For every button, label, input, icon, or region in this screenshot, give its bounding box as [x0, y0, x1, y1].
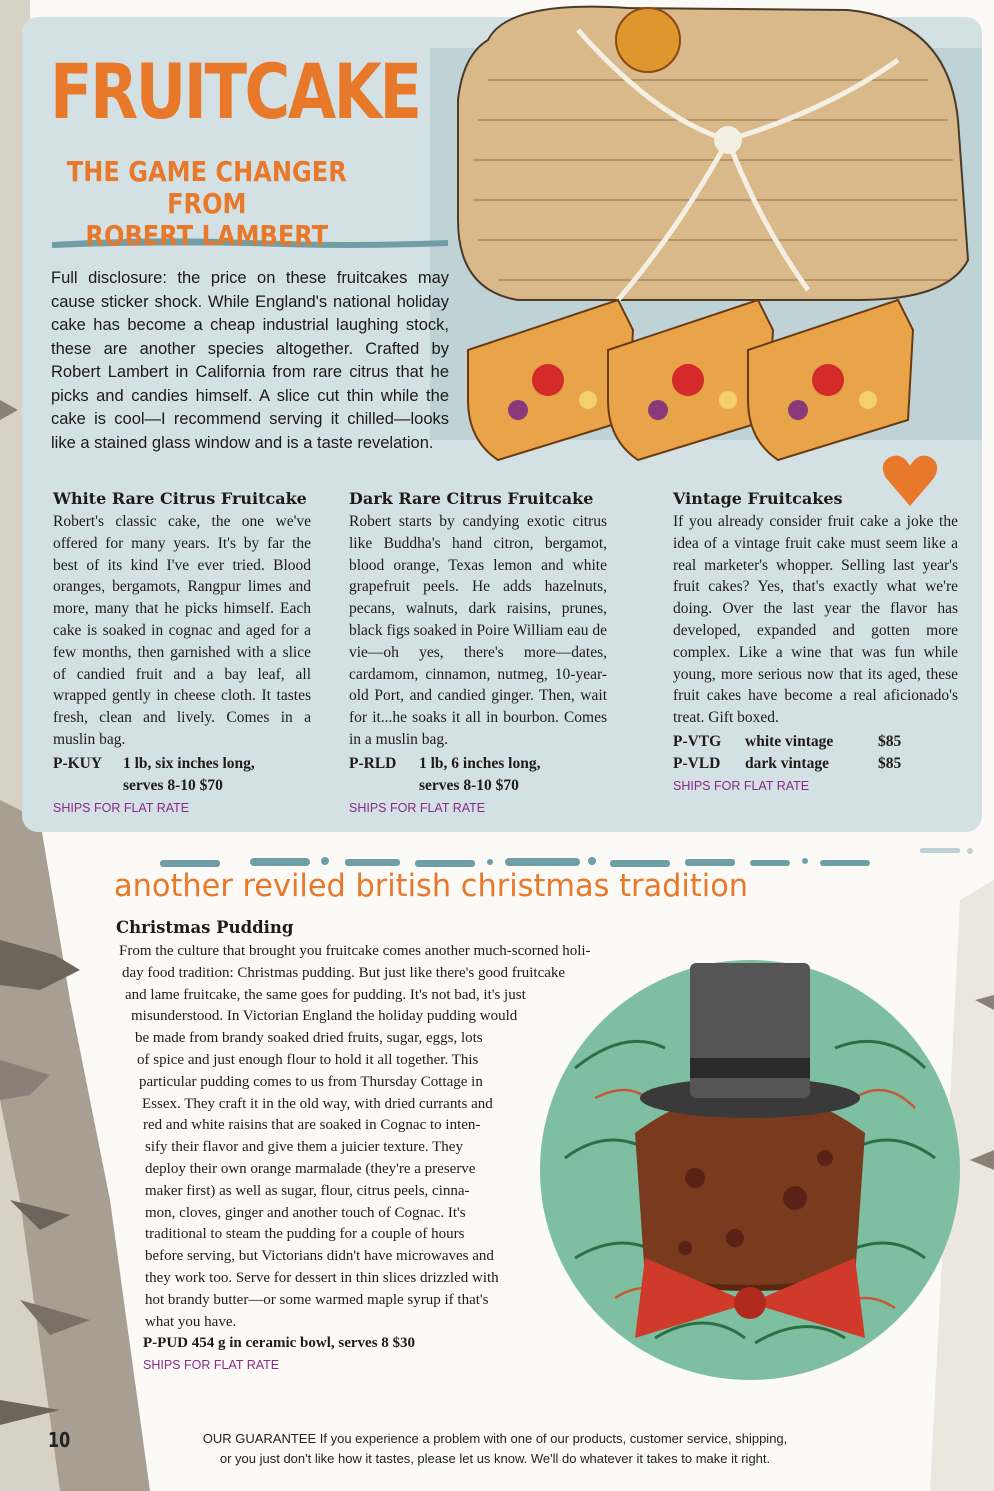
page-subtitle [52, 156, 362, 252]
product-dark-fruitcake [349, 489, 607, 815]
variant-price: $85 [878, 732, 902, 750]
product-sku: P-KUY [53, 754, 103, 772]
product-detail: 1 lb, 6 inches long, [419, 754, 541, 772]
guarantee-line-2: or you just don't like how it tastes, please let us know. We'll do whatever it takes to make it right. [219, 1451, 771, 1466]
page-title: FRUITCAKE [50, 47, 420, 136]
intro-paragraph: Full disclosure: the price on these fruitcakes may cause sticker shock. While England's national holiday cake has become a cheap industrial laughing stock, these are another species altogether. Crafted by Robert Lambert in California from rare citrus that he picks and candies himself. A slice cut thin while the cake is cool—I recommend serving it chilled—looks like a stained glass window and is a taste revelation. [51, 269, 449, 452]
pudding-text-line: what you have. [145, 1313, 237, 1330]
pudding-text-line: they work too. Serve for dessert in thin slices drizzled with [145, 1270, 499, 1286]
guarantee-line-1: OUR GUARANTEE If you experience a problem with one of our products, customer service, shipping, [202, 1431, 788, 1446]
pudding-text-line: From the culture that brought you fruitcake comes another much-scorned holi- [119, 943, 591, 959]
subtitle-line-1: THE GAME CHANGER FROM [66, 155, 347, 220]
pudding-sku-line: P-PUD 454 g in ceramic bowl, serves 8 $30 [143, 1335, 416, 1351]
variant-sku: P-VTG [673, 732, 722, 750]
product-detail: 1 lb, six inches long, [123, 754, 255, 772]
product-sku: P-RLD [349, 754, 397, 772]
variant-name: dark vintage [745, 754, 829, 772]
pudding-text-line: sify their flavor and give them a juicier texture. They [145, 1139, 463, 1156]
variant-price: $85 [878, 754, 902, 772]
shipping-note: SHIPS FOR FLAT RATE [53, 800, 190, 815]
shipping-note: SHIPS FOR FLAT RATE [349, 800, 486, 815]
pudding-text-line: Essex. They craft it in the old way, with dried currants and [142, 1095, 493, 1112]
page-number: 10 [48, 1428, 71, 1452]
product-price-detail: serves 8-10 $70 [419, 776, 519, 794]
pudding-text-line: before serving, but Victorians didn't have microwaves and [145, 1248, 494, 1265]
product-description: Robert's classic cake, the one we've offered for many years. It's by far the best of its kind I've ever tried. Blood oranges, bergamots, Rangpur limes and more, many that he picks himself. Each cake is soaked in cognac and aged for a few months, then garnished with a slice of candied fruit and a bay leaf, all wrapped gently in cheese cloth. It tastes fresh, clean and lively. Comes in a muslin bag. [53, 513, 311, 748]
product-sku-line [53, 753, 311, 797]
shipping-note: SHIPS FOR FLAT RATE [673, 778, 810, 793]
christmas-pudding-illustration [535, 958, 965, 1388]
product-name: Vintage Fruitcakes [673, 489, 843, 508]
product-price-detail: serves 8-10 $70 [123, 776, 223, 794]
pudding-text-line: red and white raisins that are soaked in Cognac to inten- [143, 1117, 481, 1134]
variant-sku: P-VLD [673, 754, 721, 772]
pudding-text-line: maker first) as well as sugar, flour, citrus peels, cinna- [145, 1182, 470, 1199]
product-name: Dark Rare Citrus Fruitcake [349, 489, 594, 508]
product-vintage-fruitcakes [673, 489, 958, 793]
product-white-fruitcake [53, 489, 311, 815]
product-name: White Rare Citrus Fruitcake [53, 489, 307, 508]
variant-row [673, 753, 958, 775]
pudding-text-line: and lame fruitcake, the same goes for pudding. It's not bad, it's just [125, 986, 526, 1003]
pudding-headline: another reviled british christmas tradition [114, 868, 749, 904]
fruitcake-illustration [428, 0, 983, 470]
pudding-title: Christmas Pudding [116, 918, 294, 937]
pudding-text-line: deploy their own orange marmalade (they're a preserve [145, 1161, 476, 1177]
pudding-text-line: of spice and just enough flour to hold it all together. This [137, 1052, 479, 1068]
variant-row [673, 731, 958, 753]
pudding-text-line: day food tradition: Christmas pudding. But just like there's good fruitcake [122, 964, 566, 981]
pudding-text-line: be made from brandy soaked dried fruits, sugar, eggs, lots [135, 1030, 483, 1047]
variant-name: white vintage [745, 732, 834, 750]
pudding-text-line: traditional to steam the pudding for a couple of hours [145, 1226, 465, 1243]
pudding-text-line: particular pudding comes to us from Thursday Cottage in [139, 1073, 483, 1090]
product-sku-line [349, 753, 607, 797]
pudding-text-line: hot brandy butter—or some warmed maple syrup if that's [145, 1291, 489, 1308]
product-description: Robert starts by candying exotic citrus like Buddha's hand citron, bergamot, blood orange, Texas lemon and white grapefruit peels. He adds hazelnuts, pecans, walnuts, dark raisins, prunes, black figs soaked in Poire William eau de vie—oh yes, there's more—dates, cardamom, cinnamon, nutmeg, 10-year-old Port, and candied ginger. Then, wait for it...he soaks it all in bourbon. Comes in a muslin bag. [349, 513, 607, 748]
pudding-text-line: misunderstood. In Victorian England the holiday pudding would [131, 1008, 518, 1025]
pudding-shipping-note: SHIPS FOR FLAT RATE [143, 1358, 280, 1372]
pudding-text-line: mon, cloves, ginger and another touch of Cognac. It's [145, 1204, 466, 1221]
product-description: If you already consider fruit cake a joke the idea of a vintage fruit cake must seem like a real marketer's whopper. Selling last year's fruit cakes? Yes, that's exactly what we're doing. Over the last year the flavor has developed, expanded and gotten more complex. Like a wine that was fun while young, more serious now that its aged, these fruit cakes have become a real aficionado's treat. Gift boxed. [673, 513, 958, 727]
subtitle-line-2: ROBERT LAMBERT [85, 219, 329, 252]
guarantee-footer [170, 1429, 820, 1469]
